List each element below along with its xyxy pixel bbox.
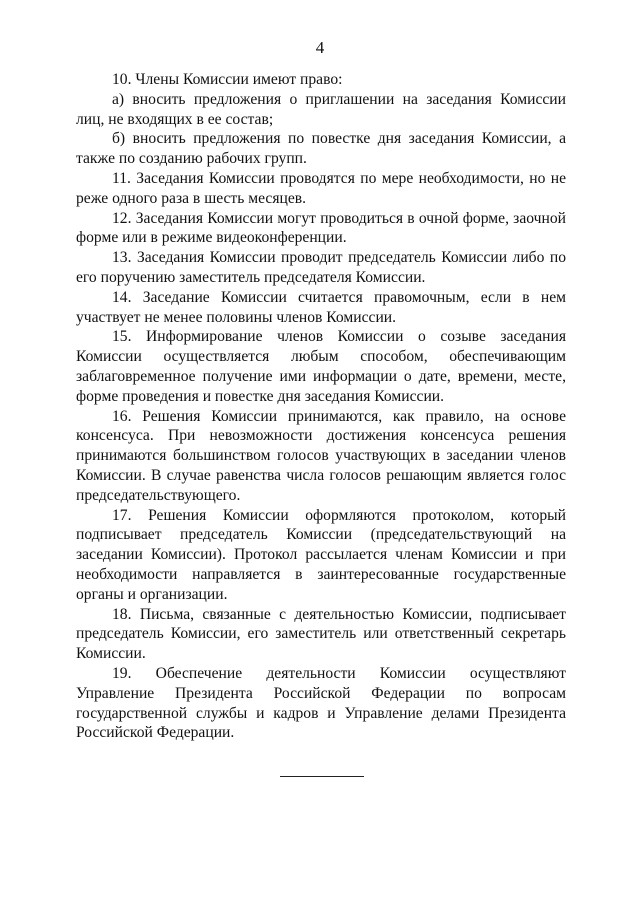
paragraph-13: 13. Заседания Комиссии проводит председатель Комиссии либо по его поручению заместитель председателя Комиссии. [76, 249, 566, 286]
paragraph-16: 16. Решения Комиссии принимаются, как правило, на основе консенсуса. При невозможности достижения консенсуса решения принимаются большинством голосов участвующих в заседании членов Комиссии. В случае равенства числа голосов решающим является голос председательствующего. [76, 407, 566, 504]
document-body [76, 70, 566, 743]
paragraph-14: 14. Заседание Комиссии считается правомочным, если в нем участвует не менее половины членов Комиссии. [76, 288, 566, 326]
end-separator-line [280, 776, 364, 777]
paragraph-10b: б) вносить предложения по повестке дня заседания Комиссии, а также по созданию рабочих групп. [76, 130, 566, 168]
paragraph-12: 12. Заседания Комиссии могут проводиться в очной форме, заочной форме или в режиме видеоконференции. [76, 209, 566, 247]
paragraph-19: 19. Обеспечение деятельности Комиссии осуществляют Управление Президента Российской Федерации по вопросам государственной службы и кадров и Управление делами Президента Российской Федерации. [76, 664, 566, 742]
paragraph-10: 10. Члены Комиссии имеют право: [112, 71, 343, 88]
page-number: 4 [315, 38, 325, 57]
paragraph-17: 17. Решения Комиссии оформляются протоколом, который подписывает председатель Комиссии (председательствующий на заседании Комиссии). Протокол рассылается членам Комиссии и при необходимости направляется в заинтересованные государственные органы и организации. [76, 506, 566, 603]
paragraph-18: 18. Письма, связанные с деятельностью Комиссии, подписывает председатель Комиссии, его заместитель или ответственный секретарь Комиссии. [76, 605, 566, 663]
paragraph-15: 15. Информирование членов Комиссии о созыве заседания Комиссии осуществляется любым способом, обеспечивающим заблаговременное получение ими информации о дате, времени, месте, форме проведения и повестке дня заседания Комиссии. [76, 328, 566, 405]
paragraph-11: 11. Заседания Комиссии проводятся по мере необходимости, но не реже одного раза в шесть месяцев. [76, 169, 566, 207]
paragraph-10a: а) вносить предложения о приглашении на заседания Комиссии лиц, не входящих в ее состав; [76, 90, 566, 128]
